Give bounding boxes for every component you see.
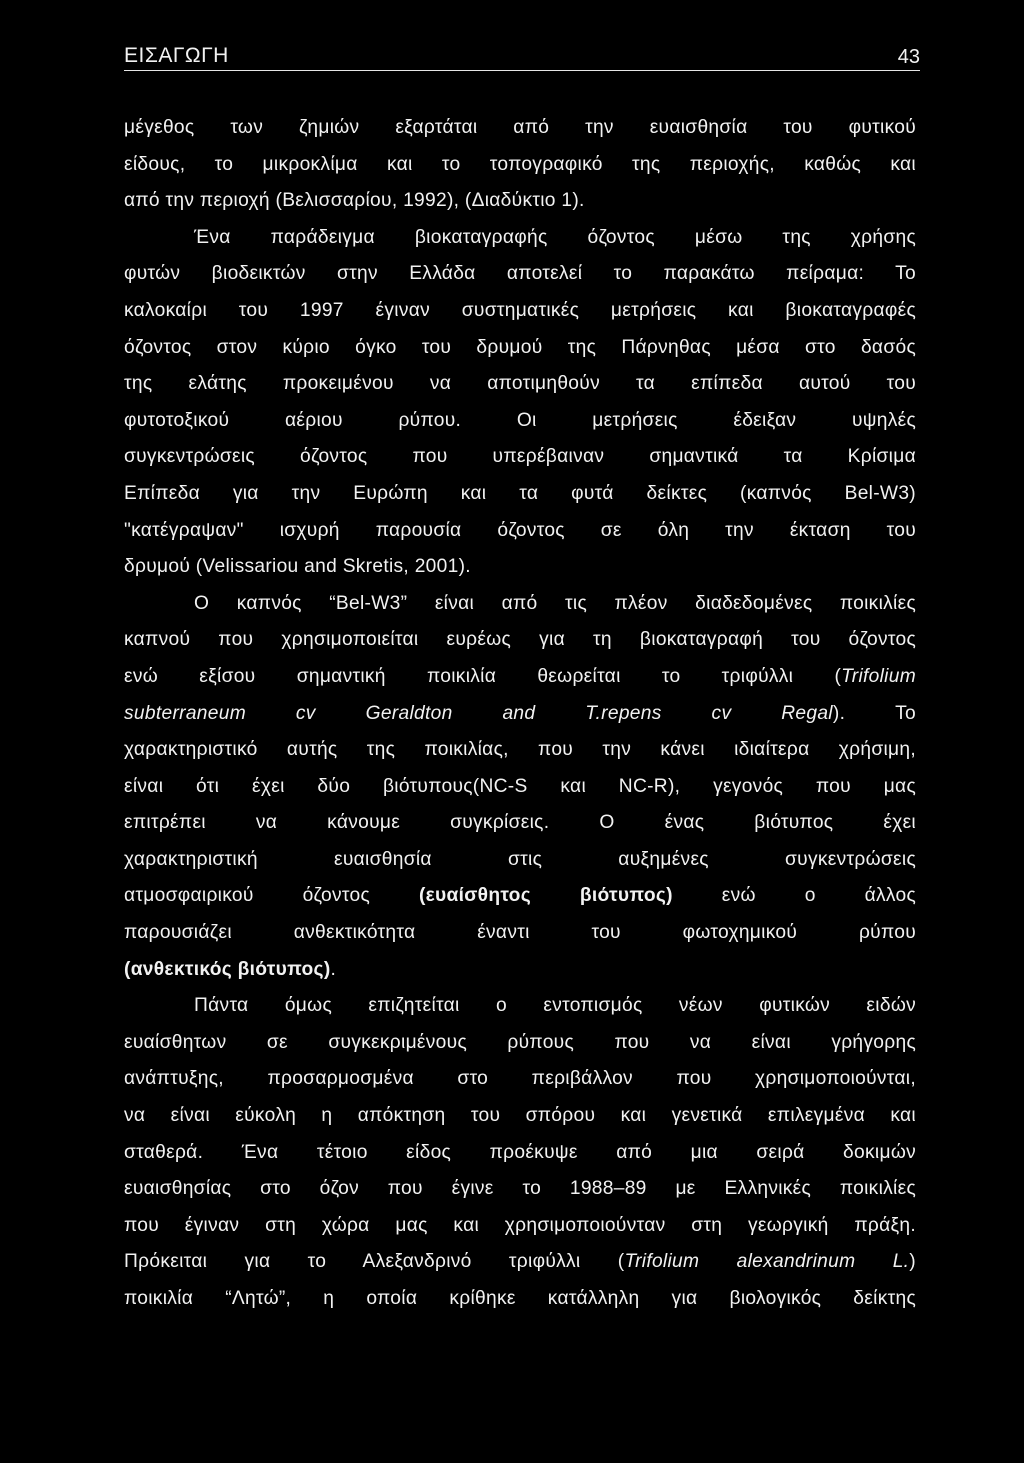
line-text: της ελάτης προκειμένου να αποτιμηθούν τα επίπεδα αυτού του bbox=[124, 373, 916, 395]
text-line bbox=[124, 513, 916, 550]
line-text: Ο καπνός “Bel-W3” είναι από τις πλέον διαδεδομένες ποικιλίες bbox=[194, 592, 916, 614]
line-text: Επίπεδα για την Ευρώπη και τα φυτά δείκτες (καπνός Bel-W3) bbox=[124, 482, 916, 504]
text-line bbox=[124, 696, 916, 733]
line-text: ευαίσθητων σε συγκεκριμένους ρύπους που να είναι γρήγορης bbox=[124, 1031, 916, 1053]
text-line bbox=[124, 622, 916, 659]
text-line bbox=[124, 366, 916, 403]
paragraph-first-line bbox=[124, 586, 916, 623]
text-line bbox=[124, 110, 916, 147]
line-text: είδους, το μικροκλίμα και το τοπογραφικό της περιοχής, καθώς και bbox=[124, 153, 916, 175]
line-text: παρουσιάζει ανθεκτικότητα έναντι του φωτοχημικού ρύπου bbox=[124, 922, 916, 944]
text-line bbox=[124, 1098, 916, 1135]
line-text: ευαισθησίας στο όζον που έγινε το 1988–89 με Ελληνικές ποικιλίες bbox=[124, 1178, 916, 1200]
paragraph-first-line bbox=[124, 988, 916, 1025]
text-line bbox=[124, 330, 916, 367]
line-text: Ένα παράδειγμα βιοκαταγραφής όζοντος μέσω της χρήσης bbox=[194, 226, 916, 248]
bold-text: (ανθεκτικός βιότυπος) bbox=[124, 958, 331, 980]
text-line bbox=[124, 769, 916, 806]
line-text: ποικιλία “Λητώ”, η οποία κρίθηκε κατάλληλη για βιολογικός δείκτης bbox=[124, 1288, 916, 1309]
line-text: ενώ εξίσου σημαντική ποικιλία θεωρείται το τριφύλλι ( bbox=[124, 665, 842, 687]
chapter-title: ΕΙΣΑΓΩΓΗ bbox=[124, 44, 229, 67]
text-line bbox=[124, 805, 916, 842]
page-number: 43 bbox=[897, 46, 920, 68]
text-line bbox=[124, 403, 916, 440]
text-line bbox=[124, 549, 916, 586]
text-line bbox=[124, 1208, 916, 1245]
text-line bbox=[124, 183, 916, 220]
line-text: συγκεντρώσεις όζοντος που υπερέβαιναν σημαντικά τα Κρίσιμα bbox=[124, 446, 916, 468]
line-text: επιτρέπει να κάνουμε συγκρίσεις. Ο ένας βιότυπος έχει bbox=[124, 812, 916, 834]
line-text: μέγεθος των ζημιών εξαρτάται από την ευαισθησία του φυτικού bbox=[124, 117, 916, 138]
text-line bbox=[124, 915, 916, 952]
line-text: ανάπτυξης, προσαρμοσμένα στο περιβάλλον που χρησιμοποιούνται, bbox=[124, 1068, 916, 1090]
text-line bbox=[124, 1061, 916, 1098]
text-line bbox=[124, 1171, 916, 1208]
text-line bbox=[124, 293, 916, 330]
line-text: από την περιοχή (Βελισσαρίου, 1992), (Διαδύκτιο 1). bbox=[124, 190, 585, 212]
line-text: φυτών βιοδεικτών στην Ελλάδα αποτελεί το παρακάτω πείραμα: Το bbox=[124, 263, 916, 285]
line-text: Πάντα όμως επιζητείται ο εντοπισμός νέων φυτικών ειδών bbox=[194, 995, 916, 1017]
line-text: ενώ ο άλλος bbox=[672, 885, 916, 907]
line-text: όζοντος στον κύριο όγκο του δρυμού της Πάρνηθας μέσα στο δασός bbox=[124, 336, 916, 358]
line-text: χαρακτηριστική ευαισθησία στις αυξημένες συγκεντρώσεις bbox=[124, 848, 916, 870]
text-line bbox=[124, 1025, 916, 1062]
italic-text: Trifolium alexandrinum L. bbox=[624, 1251, 910, 1273]
line-text: "κατέγραψαν" ισχυρή παρουσία όζοντος σε όλη την έκταση του bbox=[124, 519, 916, 541]
text-line bbox=[124, 659, 916, 696]
running-header bbox=[124, 44, 920, 72]
line-text: καλοκαίρι του 1997 έγιναν συστηματικές μετρήσεις και βιοκαταγραφές bbox=[124, 299, 916, 321]
italic-text: Trifolium bbox=[841, 665, 916, 687]
text-line bbox=[124, 1244, 916, 1281]
line-text: σταθερά. Ένα τέτοιο είδος προέκυψε από μια σειρά δοκιμών bbox=[124, 1141, 916, 1163]
header-divider bbox=[124, 70, 920, 71]
line-text: δρυμού (Velissariou and Skretis, 2001). bbox=[124, 556, 471, 578]
bold-text: (ευαίσθητος βιότυπος) bbox=[418, 885, 673, 907]
paragraph-first-line bbox=[124, 220, 916, 257]
text-line bbox=[124, 439, 916, 476]
text-line bbox=[124, 952, 916, 989]
body-text bbox=[124, 110, 916, 1318]
line-text: ). Το bbox=[832, 702, 916, 724]
text-line bbox=[124, 1135, 916, 1172]
line-text: χαρακτηριστικό αυτής της ποικιλίας, που την κάνει ιδιαίτερα χρήσιμη, bbox=[124, 739, 916, 761]
text-line bbox=[124, 878, 916, 915]
line-text: να είναι εύκολη η απόκτηση του σπόρου και γενετικά επιλεγμένα και bbox=[124, 1105, 916, 1127]
line-text: Πρόκειται για το Αλεξανδρινό τριφύλλι ( bbox=[124, 1251, 625, 1273]
italic-text: subterraneum cv Geraldton and T.repens cv Regal bbox=[124, 702, 833, 724]
line-text: είναι ότι έχει δύο βιότυπους(NC-S και NC-R), γεγονός που μας bbox=[124, 775, 916, 797]
line-text: που έγιναν στη χώρα μας και χρησιμοποιούνταν στη γεωργική πράξη. bbox=[124, 1214, 916, 1236]
line-text: ατμοσφαιρικού όζοντος bbox=[124, 885, 419, 907]
text-line bbox=[124, 476, 916, 513]
line-text: ) bbox=[909, 1251, 916, 1273]
line-text: φυτοτοξικού αέριου ρύπου. Οι μετρήσεις έδειξαν υψηλές bbox=[124, 409, 916, 431]
text-line bbox=[124, 1281, 916, 1318]
text-line bbox=[124, 256, 916, 293]
line-text: καπνού που χρησιμοποιείται ευρέως για τη βιοκαταγραφή του όζοντος bbox=[124, 629, 916, 651]
text-line bbox=[124, 147, 916, 184]
text-line bbox=[124, 842, 916, 879]
text-line bbox=[124, 732, 916, 769]
line-text: . bbox=[330, 958, 337, 980]
